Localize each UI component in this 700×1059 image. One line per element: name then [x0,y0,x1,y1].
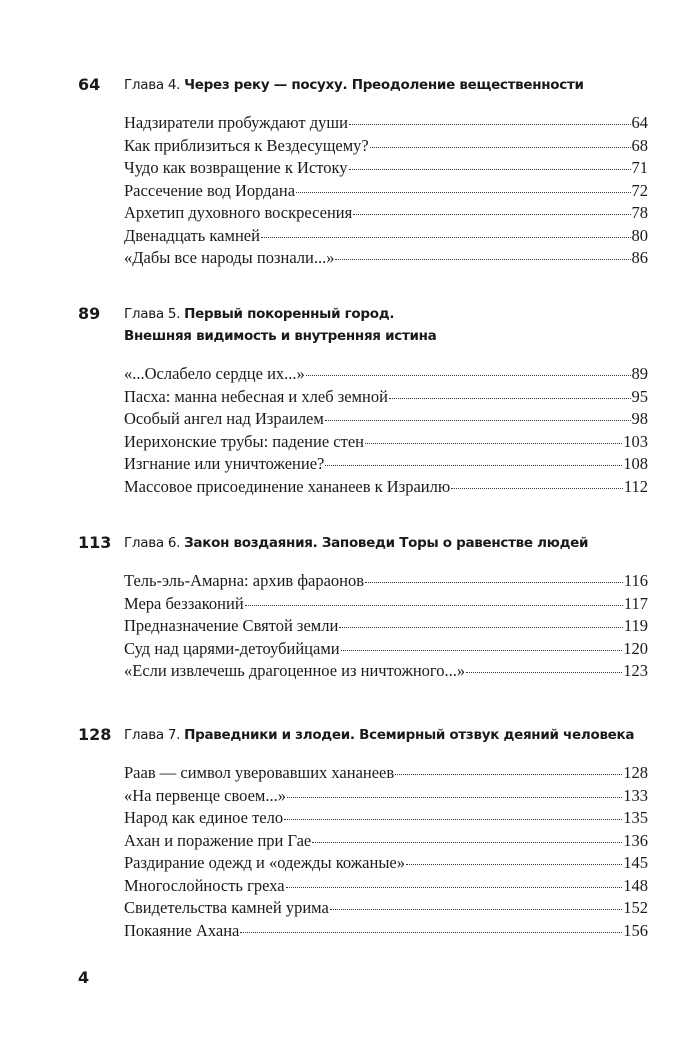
entry-page: 68 [631,135,648,155]
entry-page: 148 [623,875,648,895]
entry-title: «На первенце своем...» [124,785,286,805]
entry-page: 135 [623,808,648,827]
chapter-heading [78,303,648,325]
entry-title: Ахан и поражение при Гае [124,830,312,850]
toc-entry[interactable] [124,386,648,409]
chapter-label: Глава 6. [124,535,181,551]
entry-list [124,570,648,683]
entry-page: 80 [631,225,648,245]
toc-entry[interactable] [124,593,648,616]
entry-page: 108 [623,454,648,473]
toc-entry[interactable] [124,852,648,875]
leader-dots [406,864,622,865]
entry-title: Особый ангел над Израилем [124,409,324,428]
leader-dots [339,627,623,628]
entry-list [124,112,648,270]
chapter-title[interactable] [124,74,656,96]
toc-entry[interactable] [124,453,648,476]
chapter-label: Глава 7. [124,727,181,743]
leader-dots [287,797,622,798]
toc-entry[interactable] [124,570,648,593]
chapter-title[interactable] [124,724,656,746]
entry-page: 112 [623,476,648,496]
toc-entry[interactable] [124,408,648,431]
leader-dots [466,672,622,673]
entry-title: «...Ослабело сердце их...» [124,364,305,383]
leader-dots [261,237,631,238]
toc-entry[interactable] [124,363,648,386]
entry-title: Двенадцать камней [124,225,260,245]
entry-list [124,762,648,942]
chapter-block [78,74,648,270]
entry-title: Мера беззаконий [124,593,244,613]
entry-page: 72 [631,180,648,200]
entry-page: 119 [623,616,648,635]
chapter-start-page: 113 [78,533,112,552]
leader-dots [330,909,622,910]
leader-dots [389,398,631,399]
chapter-block [78,724,648,942]
entry-page: 128 [623,763,648,782]
toc-entry[interactable] [124,875,648,898]
entry-title: Иерихонские трубы: падение стен [124,431,364,451]
chapter-label: Глава 4. [124,77,181,93]
entry-title: «Если извлечешь драгоценное из ничтожного...» [124,661,466,680]
chapter-block [78,303,648,498]
page-number: 4 [78,968,90,987]
toc-entry[interactable] [124,762,648,785]
leader-dots [325,465,622,466]
chapter-start-page: 64 [78,75,101,94]
toc-entry[interactable] [124,225,648,248]
chapter-heading [78,724,648,746]
entry-page: 117 [623,593,648,613]
leader-dots [395,774,622,775]
entry-page: 123 [623,661,648,680]
leader-dots [341,650,623,651]
toc-entry[interactable] [124,431,648,454]
entry-title: Массовое присоединение хананеев к Израилю [124,476,451,496]
entry-title: Раздирание одежд и «одежды кожаные» [124,853,405,872]
entry-title: Пасха: манна небесная и хлеб земной [124,386,388,406]
leader-dots [240,932,622,933]
chapter-heading [78,532,648,554]
entry-page: 78 [631,203,648,222]
chapter-title[interactable] [124,303,656,325]
leader-dots [349,169,631,170]
leader-dots [284,819,622,820]
chapter-start-page: 128 [78,725,112,744]
entry-title: Изгнание или уничтожение? [124,454,325,473]
toc-entry[interactable] [124,157,648,180]
leader-dots [296,192,630,193]
toc-entry[interactable] [124,785,648,808]
entry-page: 95 [631,386,648,406]
entry-title: Рассечение вод Иордана [124,180,296,200]
chapter-title-text: Первый покоренный город. [184,306,395,322]
leader-dots [353,214,630,215]
leader-dots [335,259,630,260]
toc-entry[interactable] [124,247,648,270]
leader-dots [286,887,623,888]
toc-entry[interactable] [124,920,648,943]
entry-page: 103 [623,431,648,451]
entry-title: Многослойность греха [124,875,285,895]
entry-title: Свидетельства камней урима [124,898,329,917]
chapter-title-text: Закон воздаяния. Заповеди Торы о равенстве людей [184,535,589,551]
toc-entry[interactable] [124,897,648,920]
leader-dots [370,147,631,148]
chapter-title-text: Праведники и злодеи. Всемирный отзвук деяний человека [184,727,635,743]
entry-title: «Дабы все народы познали...» [124,248,335,267]
leader-dots [365,443,622,444]
entry-page: 116 [623,571,648,590]
leader-dots [349,124,631,125]
entry-title: Архетип духовного воскресения [124,203,353,222]
chapter-subtitle: Внешняя видимость и внутренняя истина [124,328,437,344]
entry-title: Предназначение Святой земли [124,616,339,635]
entry-page: 86 [631,248,648,267]
chapter-title-text: Через реку — посуху. Преодоление вещественности [184,77,584,93]
entry-page: 71 [631,158,648,177]
toc-entry[interactable] [124,180,648,203]
chapter-title[interactable] [124,532,656,554]
entry-title: Чудо как возвращение к Истоку [124,158,348,177]
toc-entry[interactable] [124,202,648,225]
entry-page: 156 [623,920,648,940]
entry-page: 133 [623,785,648,805]
entry-title: Народ как единое тело [124,808,284,827]
leader-dots [312,842,622,843]
toc-entry[interactable] [124,638,648,661]
toc-entry[interactable] [124,112,648,135]
entry-page: 89 [631,364,648,383]
toc-entry[interactable] [124,476,648,499]
leader-dots [306,375,631,376]
entry-page: 136 [623,830,648,850]
entry-title: Суд над царями-детоубийцами [124,638,340,658]
toc-entry[interactable] [124,660,648,683]
chapter-label: Глава 5. [124,306,181,322]
entry-title: Как приблизиться к Вездесущему? [124,135,369,155]
toc-entry[interactable] [124,615,648,638]
entry-title: Покаяние Ахана [124,920,240,940]
leader-dots [245,605,623,606]
toc-entry[interactable] [124,135,648,158]
entry-list [124,363,648,498]
entry-page: 152 [623,898,648,917]
leader-dots [365,582,623,583]
leader-dots [325,420,631,421]
chapter-heading [78,74,648,96]
entry-page: 120 [623,638,648,658]
leader-dots [451,488,623,489]
entry-title: Надзиратели пробуждают души [124,113,348,132]
toc-entry[interactable] [124,830,648,853]
toc-entry[interactable] [124,807,648,830]
entry-page: 145 [623,853,648,872]
entry-page: 98 [631,409,648,428]
entry-page: 64 [631,113,648,132]
entry-title: Раав — символ уверовавших хананеев [124,763,395,782]
chapter-start-page: 89 [78,304,101,323]
chapter-block [78,532,648,683]
entry-title: Тель-эль-Амарна: архив фараонов [124,571,365,590]
